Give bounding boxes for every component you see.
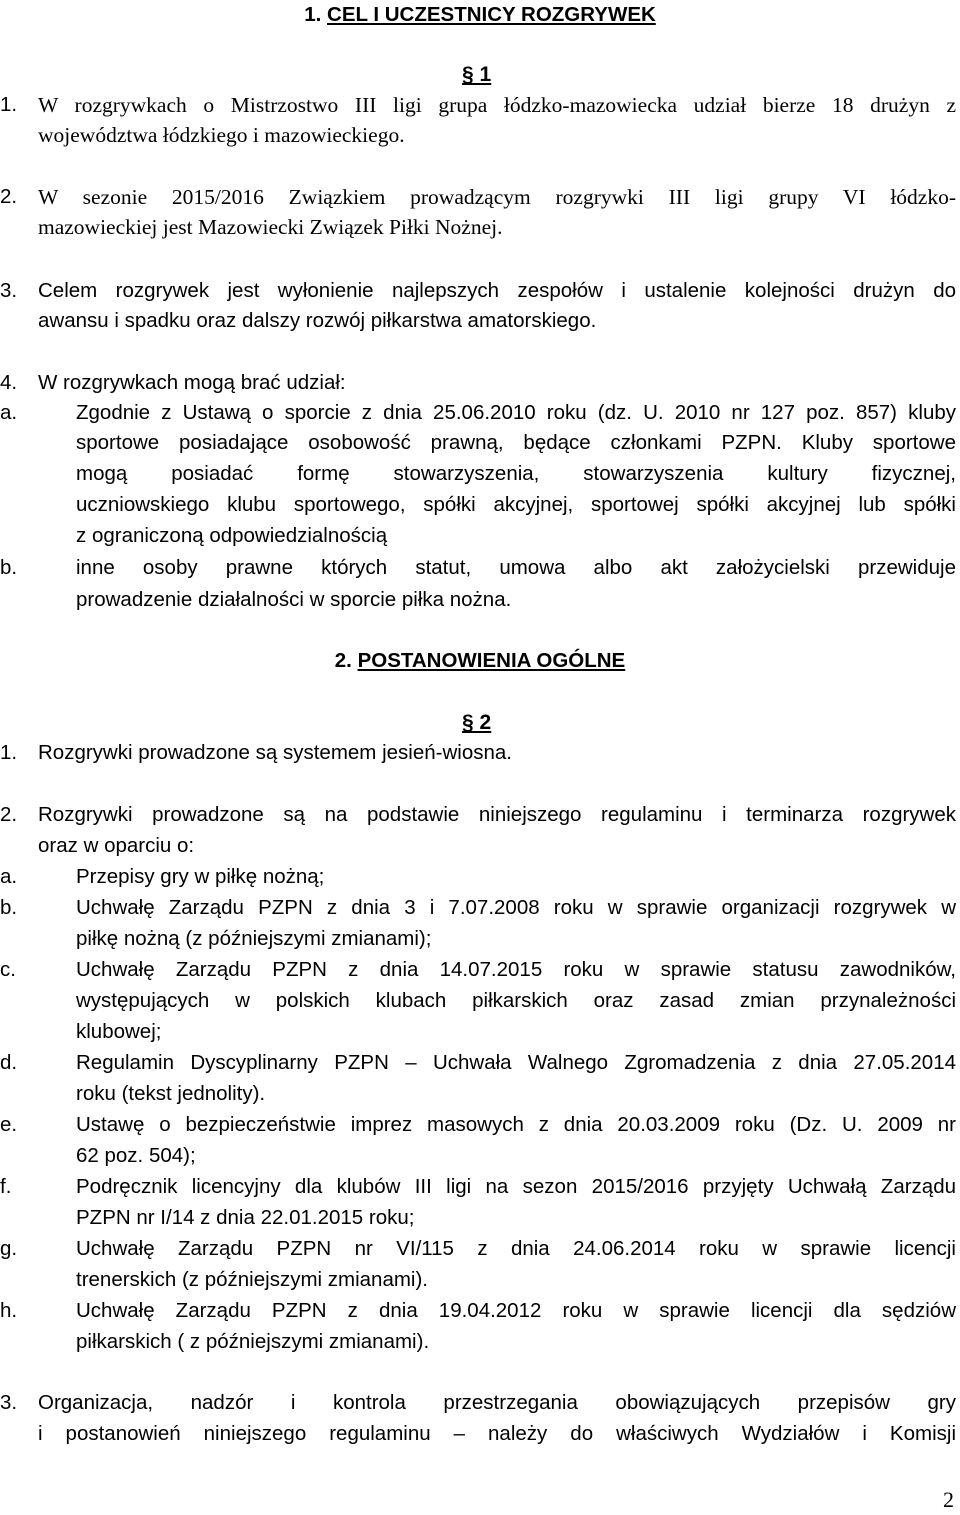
rule-3-line-1: Organizacja, nadzór i kontrola przestrzegania obowiązujących przepisów gry [38,1391,956,1414]
item-2a-letter: a. [0,865,18,888]
item-4a-line-3: mogą posiadać formę stowarzyszenia, stowarzyszenia kultury fizycznej, [76,462,956,485]
item-2f-letter: f. [0,1175,12,1198]
item-2b-letter: b. [0,896,18,919]
item-2d-letter: d. [0,1051,18,1074]
paragraph-2-line-1: W sezonie 2015/2016 Związkiem prowadzącym rozgrywki III ligi grupy VI łódzko- [38,185,956,209]
item-4a-line-4: uczniowskiego klubu sportowego, spółki akcyjnej, sportowej spółki akcyjnej lub spółki [76,493,956,516]
item-2b-line-1: Uchwałę Zarządu PZPN z dnia 3 i 7.07.2008 roku w sprawie organizacji rozgrywek w [76,896,956,919]
rule-2-line-1: Rozgrywki prowadzone są na podstawie niniejszego regulaminu i terminarza rozgrywek [38,803,956,826]
rule-2-number: 2. [0,803,18,826]
item-2h-line-1: Uchwałę Zarządu PZPN z dnia 19.04.2012 roku w sprawie licencji dla sędziów [76,1299,956,1322]
section-2-mark: § 2 [462,711,492,734]
paragraph-1-line-1: W rozgrywkach o Mistrzostwo III ligi grupa łódzko-mazowiecka udział bierze 18 drużyn z [38,93,956,117]
item-2c-letter: c. [0,958,16,981]
page-number: 2 [943,1487,954,1512]
item-2c-line-2: występujących w polskich klubach piłkarskich oraz zasad zmian przynależności [76,989,956,1012]
paragraph-4-number: 4. [0,371,18,394]
chapter-2-title: POSTANOWIENIA OGÓLNE [357,649,626,672]
paragraph-1-line-2: województwa łódzkiego i mazowieckiego. [38,123,405,147]
item-2c-line-3: klubowej; [76,1020,162,1043]
chapter-1-title: CEL I UCZESTNICY ROZGRYWEK [327,3,656,26]
item-2g-letter: g. [0,1237,18,1260]
paragraph-2-line-2: mazowieckiej jest Mazowiecki Związek Piłki Nożnej. [38,215,503,239]
item-2f-line-1: Podręcznik licencyjny dla klubów III ligi na sezon 2015/2016 przyjęty Uchwałą Zarządu [76,1175,956,1198]
item-2e-line-2: 62 poz. 504); [76,1144,196,1167]
paragraph-2-number: 2. [0,185,18,208]
item-2h-line-2: piłkarskich ( z późniejszymi zmianami). [76,1330,430,1353]
item-2g-line-1: Uchwałę Zarządu PZPN nr VI/115 z dnia 24.06.2014 roku w sprawie licencji [76,1237,956,1260]
paragraph-1-number: 1. [0,93,18,116]
paragraph-3-line-1: Celem rozgrywek jest wyłonienie najlepszych zespołów i ustalenie kolejności drużyn do [38,279,956,302]
item-4a-letter: a. [0,401,18,424]
rule-1-text: Rozgrywki prowadzone są systemem jesień-wiosna. [38,741,512,764]
chapter-1-number: 1. [304,3,322,26]
item-4a-line-2: sportowe posiadające osobowość prawną, będące członkami PZPN. Kluby sportowe [76,431,956,454]
item-2a-line-1: Przepisy gry w piłkę nożną; [76,865,325,888]
item-2f-line-2: PZPN nr I/14 z dnia 22.01.2015 roku; [76,1206,415,1229]
paragraph-4-text: W rozgrywkach mogą brać udział: [38,371,346,394]
section-1-mark: § 1 [462,63,492,86]
item-2d-line-1: Regulamin Dyscyplinarny PZPN – Uchwała Walnego Zgromadzenia z dnia 27.05.2014 [76,1051,956,1074]
item-4b-line-1: inne osoby prawne których statut, umowa albo akt założycielski przewiduje [76,556,956,579]
paragraph-3-line-2: awansu i spadku oraz dalszy rozwój piłkarstwa amatorskiego. [38,309,597,332]
rule-3-line-2: i postanowień niniejszego regulaminu – należy do właściwych Wydziałów i Komisji [38,1422,956,1445]
chapter-1-heading [0,0,960,30]
chapter-2-heading [0,646,960,676]
item-4a-line-1: Zgodnie z Ustawą o sporcie z dnia 25.06.2010 roku (dz. U. 2010 nr 127 poz. 857) kluby [76,401,956,424]
item-4b-letter: b. [0,556,18,579]
rule-3-number: 3. [0,1391,18,1414]
item-2h-letter: h. [0,1299,18,1322]
item-2c-line-1: Uchwałę Zarządu PZPN z dnia 14.07.2015 roku w sprawie statusu zawodników, [76,958,956,981]
item-2g-line-2: trenerskich (z późniejszymi zmianami). [76,1268,429,1291]
item-4b-line-2: prowadzenie działalności w sporcie piłka nożna. [76,588,512,611]
paragraph-3-number: 3. [0,279,18,302]
rule-1-number: 1. [0,741,18,764]
item-2d-line-2: roku (tekst jednolity). [76,1082,266,1105]
chapter-2-number: 2. [334,649,352,672]
item-2e-letter: e. [0,1113,18,1136]
item-2b-line-2: piłkę nożną (z późniejszymi zmianami); [76,927,432,950]
item-4a-line-5: z ograniczoną odpowiedzialnością [76,524,388,547]
rule-2-line-2: oraz w oparciu o: [38,834,195,857]
item-2e-line-1: Ustawę o bezpieczeństwie imprez masowych z dnia 20.03.2009 roku (Dz. U. 2009 nr [76,1113,956,1136]
